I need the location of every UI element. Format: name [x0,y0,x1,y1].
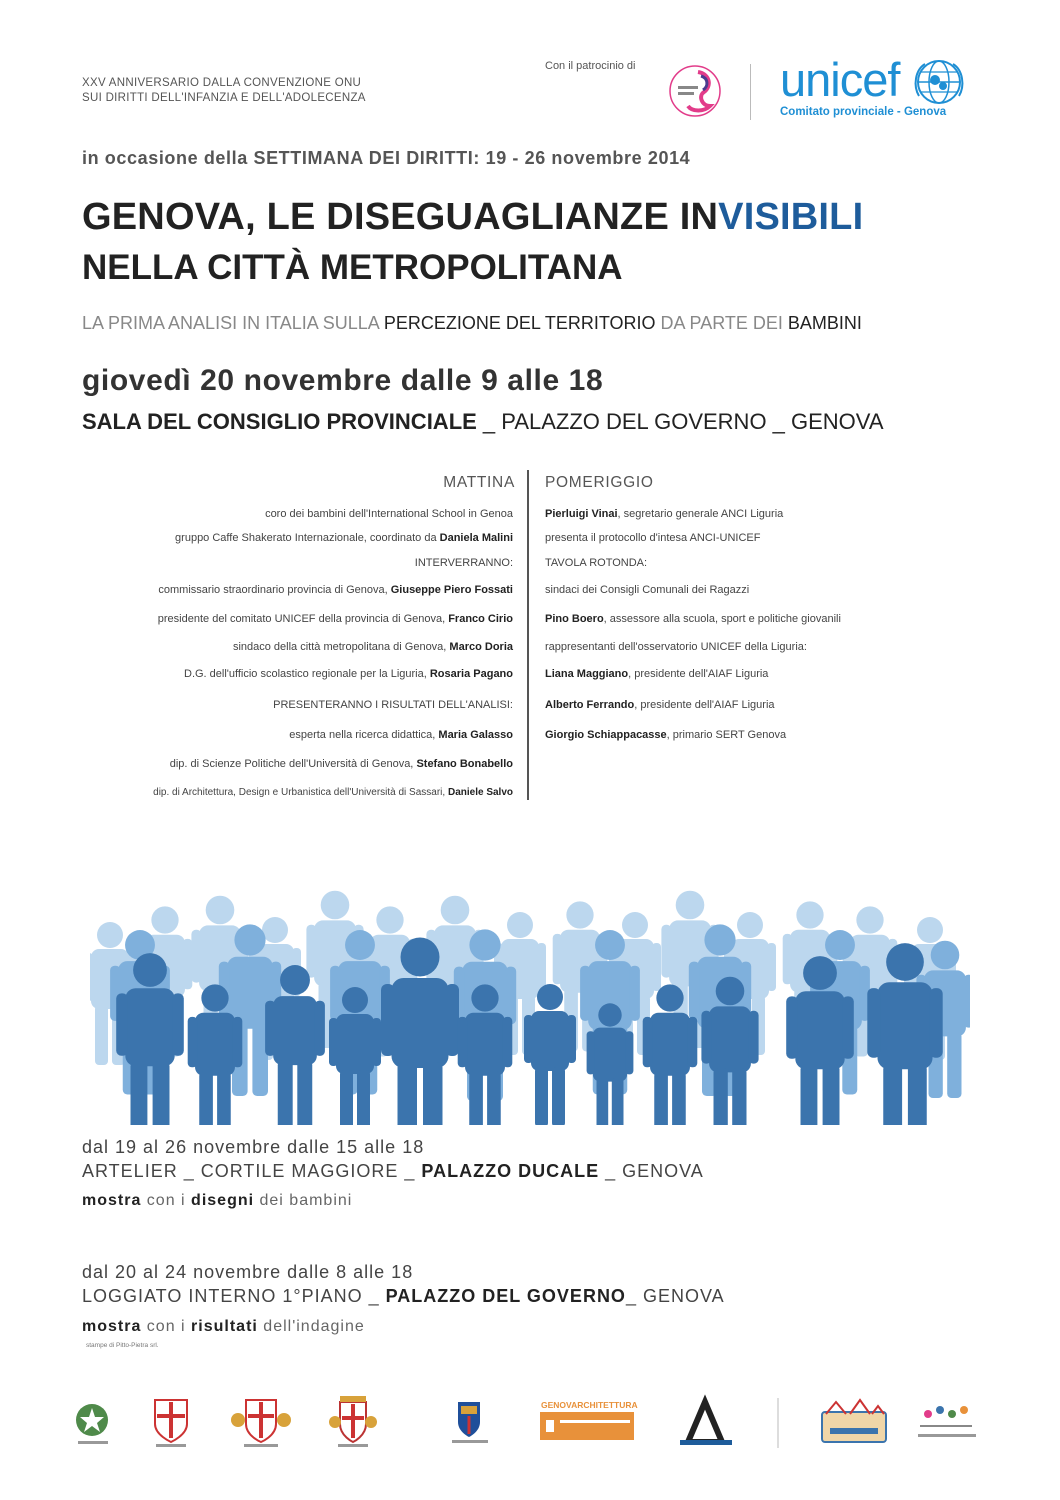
mattina-item: D.G. dell'ufficio scolastico regionale per la Liguria, Rosaria Pagano [184,668,513,680]
printer-credit: stampe di Pitto-Pietra srl. [86,1342,159,1349]
mattina-item: dip. di Scienze Politiche dell'Università di Genova, Stefano Bonabello [169,758,513,770]
main-title-line-1 [82,196,863,239]
genovarchitettura-logo [540,1400,638,1440]
mattina-item: PRESENTERANNO I RISULTATI DELL'ANALISI: [273,699,513,711]
header-divider [750,64,751,120]
expo-logo-icon [668,64,722,118]
mattina-item: dip. di Architettura, Design e Urbanistica dell'Università di Sassari, Daniele Salvo [153,787,513,798]
italian-republic-emblem-icon [76,1404,108,1444]
children-rights-logo-icon [918,1406,976,1437]
mattina-item: esperta nella ricerca didattica, Maria Galasso [289,729,513,741]
patronage-label: Con il patrocinio di [545,60,636,72]
main-event-date: giovedì 20 novembre dalle 9 alle 18 [82,364,604,397]
pomeriggio-heading: POMERIGGIO [545,474,654,491]
pomeriggio-item: Pino Boero, assessore alla scuola, sport e politiche giovanili [545,613,841,625]
subtitle-part-c: DA PARTE DEI [655,313,788,333]
program-divider [527,470,529,800]
venue-part-b: _ PALAZZO DEL GOVERNO _ GENOVA [476,409,884,434]
mattina-item: presidente del comitato UNICEF della provincia di Genova, Franco Cirio [157,613,513,625]
footer-logos [60,1392,1020,1452]
mattina-item: sindaco della città metropolitana di Genova, Marco Doria [232,641,513,653]
unicef-subtitle: Comitato provinciale - Genova [780,106,947,118]
main-title-line-2: NELLA CITTÀ METROPOLITANA [82,248,623,287]
subtitle-part-d: BAMBINI [787,313,862,333]
mattina-heading: MATTINA [443,474,515,491]
title-part-a: GENOVA, LE DISEGUAGLIANZE IN [82,196,719,238]
unicef-globe-icon [913,56,965,108]
pomeriggio-item: Pierluigi Vinai, segretario generale ANCI Liguria [545,508,784,520]
pomeriggio-item: presenta il protocollo d'intesa ANCI-UNICEF [545,532,761,544]
subtitle [82,313,862,334]
unicef-wordmark: unicef [780,53,900,106]
mattina-item: gruppo Caffe Shakerato Internazionale, coordinato da Daniela Malini [175,532,513,544]
exhibit2-date: dal 20 al 24 novembre dalle 8 alle 18 [82,1262,414,1282]
pomeriggio-item: rappresentanti dell'osservatorio UNICEF della Liguria: [545,641,807,653]
svg-text:GENOVARCHITETTURA: GENOVARCHITETTURA [541,1400,638,1410]
exhibit1-venue: ARTELIER _ CORTILE MAGGIORE _ PALAZZO DUCALE _ GENOVA [82,1161,704,1181]
liguria-region-emblem-icon [155,1400,187,1447]
genova-municipality-emblem-icon [329,1396,377,1447]
pomeriggio-item: Alberto Ferrando, presidente dell'AIAF Liguria [545,699,775,711]
occasion-line: in occasione della SETTIMANA DEI DIRITTI: 19 - 26 novembre 2014 [82,148,691,168]
anniversary-line-2: SUI DIRITTI DELL'INFANZIA E DELL'ADOLECENZA [82,92,366,104]
exhibit2-description: mostra con i risultati dell'indagine [82,1318,365,1335]
anci-logo-icon [680,1402,732,1445]
pomeriggio-item: Liana Maggiano, presidente dell'AIAF Liguria [545,668,769,680]
anniversary-line-1: XXV ANNIVERSARIO DALLA CONVENZIONE ONU [82,77,362,89]
subtitle-part-a: LA PRIMA ANALISI IN ITALIA SULLA [82,313,384,333]
city-skyline-logo-icon [822,1400,886,1442]
pomeriggio-item: TAVOLA ROTONDA: [545,557,648,569]
mattina-item: INTERVERRANNO: [414,557,513,569]
crowd-silhouette-illustration [90,835,970,1125]
exhibit1-date: dal 19 al 26 novembre dalle 15 alle 18 [82,1137,425,1157]
subtitle-part-b: PERCEZIONE DEL TERRITORIO [383,313,656,333]
pomeriggio-item: Giorgio Schiappacasse, primario SERT Genova [545,729,787,741]
exhibit1-description: mostra con i disegni dei bambini [82,1192,353,1209]
pomeriggio-item: sindaci dei Consigli Comunali dei Ragazzi [545,584,750,596]
anniversary-text [82,76,366,106]
main-event-venue [82,409,884,435]
exhibit2-venue: LOGGIATO INTERNO 1°PIANO _ PALAZZO DEL GOVERNO_ GENOVA [82,1286,725,1306]
genova-province-emblem-icon [231,1400,291,1447]
mattina-item: coro dei bambini dell'International School in Genoa [265,508,513,520]
university-of-genova-emblem-icon [452,1402,488,1443]
title-part-b: VISIBILI [718,196,864,238]
venue-part-a: SALA DEL CONSIGLIO PROVINCIALE [82,409,477,434]
mattina-item: commissario straordinario provincia di Genova, Giuseppe Piero Fossati [158,584,513,596]
